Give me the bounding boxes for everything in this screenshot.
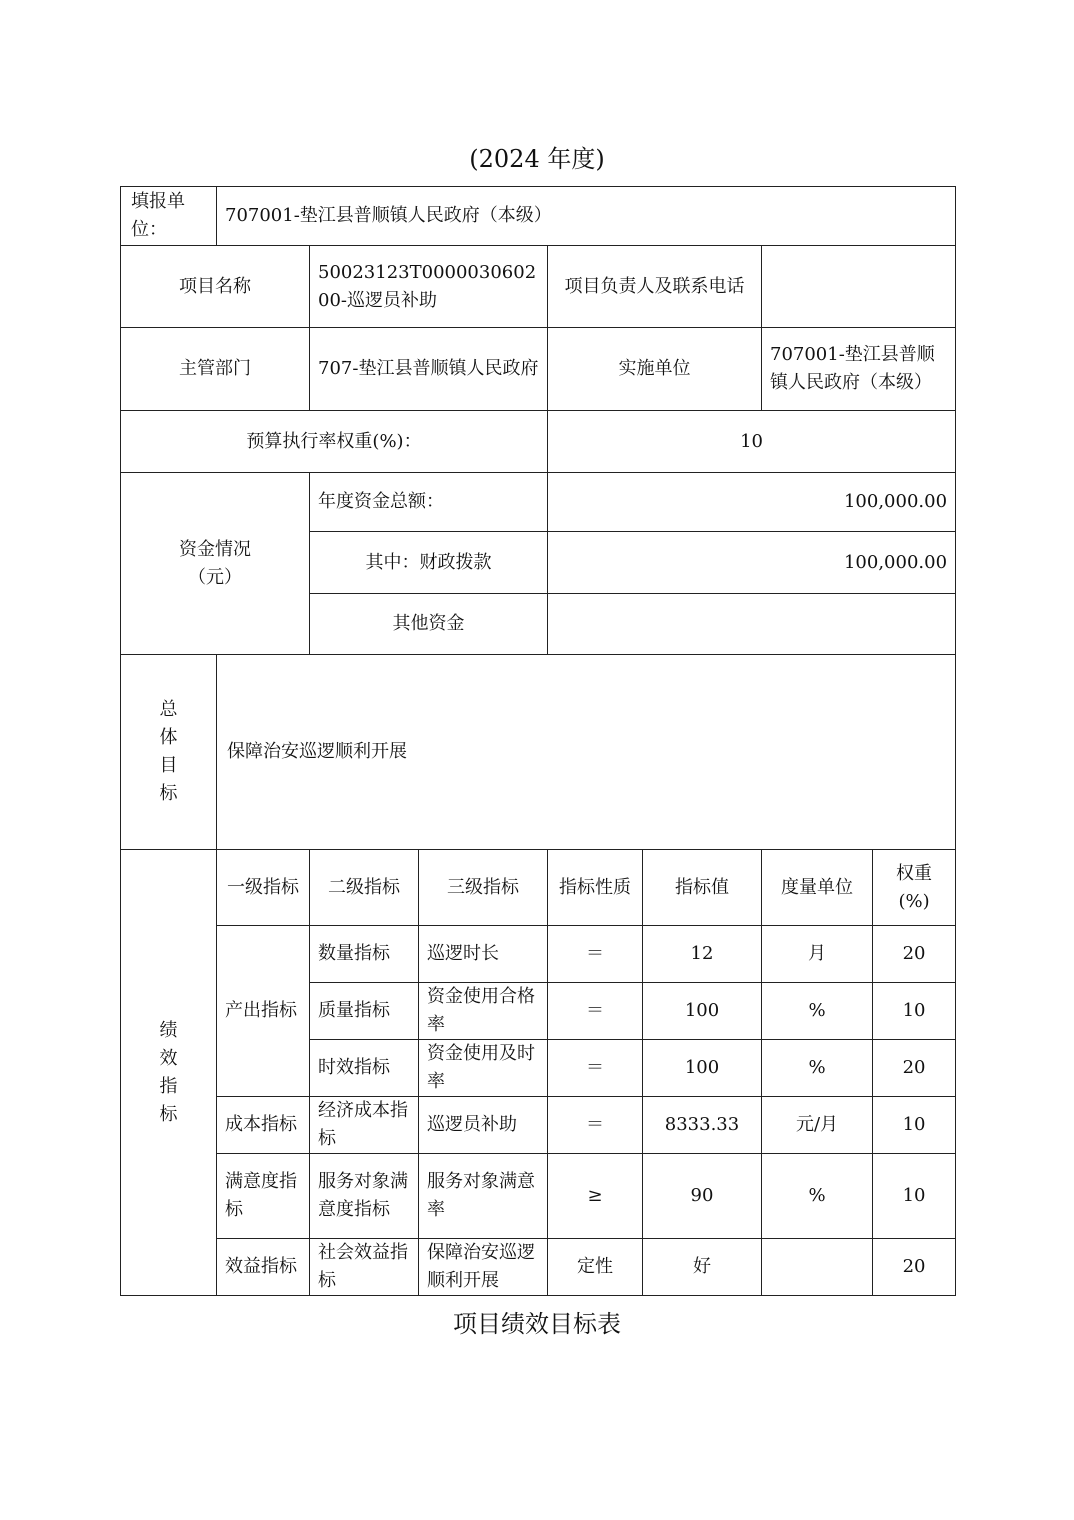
indicator-nature: ≥ [548,1154,643,1239]
project-row [121,246,956,328]
indicator-value: 8333.33 [643,1097,762,1154]
indicator-nature: ＝ [548,983,643,1040]
indicator-weight: 20 [873,1040,956,1097]
group-satisfaction: 满意度指标 [217,1154,310,1239]
funds-total-row [121,473,956,532]
indicator-unit: % [762,1154,873,1239]
document-title: 项目绩效目标表 [453,1310,621,1338]
group-output: 产出指标 [217,926,310,1097]
funds-label-line2: （元） [188,566,242,588]
indicator-nature: ＝ [548,926,643,983]
funds-other-label: 其他资金 [310,594,548,655]
unit-row [121,187,956,246]
indicator-weight: 10 [873,1097,956,1154]
indicator-value: 12 [643,926,762,983]
goal-label-char: 体 [159,727,178,748]
project-contact-value [762,246,956,328]
indicator-unit: % [762,1040,873,1097]
indicator-weight: 20 [873,926,956,983]
goal-label-char: 标 [159,783,178,804]
indicator-weight: 10 [873,983,956,1040]
indicator-weight: 20 [873,1239,956,1296]
performance-label [121,850,217,1296]
dept-value: 707-垫江县普顺镇人民政府 [310,328,548,411]
indicator-level2: 数量指标 [310,926,419,983]
indicator-level3: 服务对象满意率 [419,1154,548,1239]
indicator-level2: 服务对象满意度指标 [310,1154,419,1239]
indicator-value: 好 [643,1239,762,1296]
indicator-unit: 月 [762,926,873,983]
indicator-nature: ＝ [548,1040,643,1097]
header-unit: 度量单位 [762,850,873,926]
indicator-value: 100 [643,1040,762,1097]
indicator-level3: 巡逻员补助 [419,1097,548,1154]
unit-value: 707001-垫江县普顺镇人民政府（本级） [217,187,956,246]
header-nature: 指标性质 [548,850,643,926]
funds-label-line1: 资金情况 [179,538,251,560]
impl-unit-label: 实施单位 [548,328,762,411]
indicator-level3: 巡逻时长 [419,926,548,983]
project-name-label: 项目名称 [121,246,310,328]
header-value: 指标值 [643,850,762,926]
goal-row [121,655,956,850]
group-cost: 成本指标 [217,1097,310,1154]
funds-total-value: 100,000.00 [548,473,956,532]
indicator-unit: 元/月 [762,1097,873,1154]
indicator-weight: 10 [873,1154,956,1239]
goal-text: 保障治安巡逻顺利开展 [217,655,956,850]
header-level3: 三级指标 [419,850,548,926]
group-benefit: 效益指标 [217,1239,310,1296]
indicator-unit [762,1239,873,1296]
funds-fiscal-value: 100,000.00 [548,532,956,594]
performance-label-char: 指 [159,1075,178,1097]
indicator-row [121,1154,956,1239]
indicator-level2: 时效指标 [310,1040,419,1097]
header-level1: 一级指标 [217,850,310,926]
indicator-value: 100 [643,983,762,1040]
budget-row [121,411,956,473]
header-level2: 二级指标 [310,850,419,926]
impl-unit-value: 707001-垫江县普顺镇人民政府（本级） [762,328,956,411]
header-weight: 权重(%) [873,850,956,926]
indicator-level3: 保障治安巡逻顺利开展 [419,1239,548,1296]
indicator-level2: 经济成本指标 [310,1097,419,1154]
dept-row [121,328,956,411]
performance-target-table [120,186,956,1296]
year-heading: (2024 年度) [469,145,605,173]
indicator-level2: 质量指标 [310,983,419,1040]
indicator-level3: 资金使用及时率 [419,1040,548,1097]
indicator-row [121,1097,956,1154]
performance-label-char: 绩 [159,1019,178,1041]
indicator-nature: 定性 [548,1239,643,1296]
dept-label: 主管部门 [121,328,310,411]
project-name-value: 50023123T000003060200-巡逻员补助 [310,246,548,328]
indicator-header-row [121,850,956,926]
performance-label-char: 标 [159,1103,178,1125]
funds-other-value [548,594,956,655]
funds-total-label: 年度资金总额： [310,473,548,532]
funds-fiscal-label: 其中：财政拨款 [310,532,548,594]
budget-value: 10 [548,411,956,473]
indicator-level3: 资金使用合格率 [419,983,548,1040]
goal-label-char: 目 [159,755,178,776]
funds-label [121,473,310,655]
indicator-unit: % [762,983,873,1040]
indicator-row [121,1239,956,1296]
unit-label: 填报单位： [121,187,217,246]
indicator-value: 90 [643,1154,762,1239]
project-contact-label: 项目负责人及联系电话 [548,246,762,328]
performance-label-char: 效 [159,1047,178,1069]
goal-label-char: 总 [159,699,178,720]
indicator-row [121,926,956,983]
budget-label: 预算执行率权重(%)： [121,411,548,473]
goal-label [121,655,217,850]
indicator-nature: ＝ [548,1097,643,1154]
indicator-level2: 社会效益指标 [310,1239,419,1296]
